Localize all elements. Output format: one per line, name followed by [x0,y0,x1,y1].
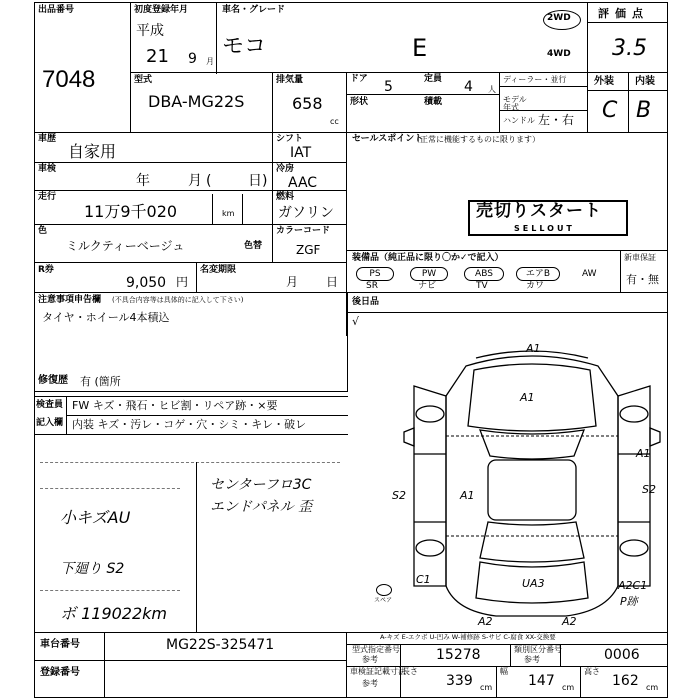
4wd-label: 4WD [547,49,571,59]
mileage-value: 11万9千020 [84,202,178,221]
mark-a1-front: A1 [526,342,541,355]
sales-point-label: セールスポイント [352,134,424,144]
chassis-value: MG22S-325471 [166,637,275,653]
mark-ua3: UA3 [522,577,545,590]
model-year-label: モデル年式 [503,95,527,112]
shift-label: シフト [276,134,304,144]
mark-a1-right: A1 [636,447,651,460]
recycle-value: 9,050 [126,275,167,291]
dims-label: 車検証記載寸法 [350,667,406,676]
recycle-label: R券 [38,265,54,275]
mark-p-trace: P跡 [620,595,638,608]
equip-navi: ナビ [418,281,437,291]
car-name-label: 車名・グレード [222,5,286,15]
equip-aw: AW [582,269,597,279]
lot-number: 7048 [42,66,96,93]
deadline-day: 日 [326,275,339,289]
car-grade: E [412,34,428,62]
history-label: 車歴 [38,134,57,144]
handwritten-note-1: センターフロ3C [210,477,312,493]
inspector-label-1: 検査員 [36,400,64,410]
aircon-value: AAC [288,175,318,191]
length-unit: cm [480,683,493,692]
handle-label: ハンドル [503,116,535,125]
dims-sub: 参考 [362,679,378,688]
mileage-unit: km [222,209,235,218]
length-value: 339 [446,673,473,689]
color-value: ミルクティーベージュ [66,239,185,253]
mark-a2-right: A2 [562,615,577,628]
mark-a1-hood: A1 [520,391,535,404]
displacement-label: 排気量 [276,75,304,85]
width-value: 147 [528,673,555,689]
mark-s2-left: S2 [392,489,406,502]
mark-a2-left: A2 [478,615,493,628]
category-sub: 参考 [524,655,540,664]
mark-a2c1: A2C1 [618,579,648,592]
options-check: √ [352,315,360,328]
first-reg-year: 21 [146,46,169,67]
inspection-open: ( [206,173,212,189]
car-name: モコ [222,34,267,59]
equip-pw: PW [410,267,448,281]
recycle-unit: 円 [176,275,189,289]
spare-tire [376,584,392,596]
aircon-label: 冷房 [276,164,295,174]
score-label: 評価点 [598,7,649,20]
equip-tv: TV [476,281,488,291]
shift-value: IAT [290,145,312,161]
height-unit: cm [646,683,659,692]
repair-value: 有 (箇所 [80,375,121,388]
width-unit: cm [562,683,575,692]
equip-airbag: エアB [516,267,560,281]
mark-s2-right: S2 [642,483,656,496]
type-cert-value: 15278 [436,647,481,663]
lot-label: 出品番号 [38,5,75,15]
capacity-value: 4 [464,79,473,95]
history-value: 自家用 [68,142,117,161]
equip-sr: SR [366,281,378,291]
shape-label: 形状 [350,97,369,107]
inspection-month: 月 [188,173,202,189]
doors-value: 5 [384,79,393,95]
mark-a1-roof: A1 [460,489,475,502]
options-label: 後日品 [352,297,380,307]
equip-leather: カワ [526,281,545,291]
reg-no-label: 登録番号 [40,667,80,678]
inspection-label: 車検 [38,164,57,174]
length-label: 長さ [402,667,418,676]
height-value: 162 [612,673,639,689]
model-label: 型式 [134,75,153,85]
notes-sub: (不具合内容等は具体的に記入して下さい) [112,296,244,304]
2wd-label: 2WD [547,13,571,23]
handle-value: 左・右 [538,113,575,127]
repaint-label: 色替 [244,241,263,251]
inspector-label-2: 記入欄 [36,418,64,428]
chassis-label: 車台番号 [40,639,80,650]
handwritten-note-4: 下廻り S2 [60,561,125,577]
category-value: 0006 [604,647,640,663]
score-value: 3.5 [612,36,647,61]
deadline-month: 月 [286,275,299,289]
height-label: 高さ [584,667,600,676]
sellout-stamp-text: 売切りスタート [476,201,602,221]
inspector-row-1: FW キズ・飛石・ヒビ割・リペア跡・×要 [72,399,278,412]
color-code: ZGF [296,243,321,257]
color-label: 色 [38,226,48,236]
fuel-label: 燃料 [276,192,295,202]
notes-text: タイヤ・ホイール4本積込 [42,311,170,324]
sales-point-note: （正常に機能するものに限ります） [412,135,540,144]
inspection-year: 年 [136,173,150,189]
width-label: 幅 [500,667,508,676]
equip-ps: PS [356,267,394,281]
equipment-label: 装備品（純正品に限り〇か✓で記入） [352,253,504,263]
equip-abs: ABS [464,267,504,281]
int-label: 内装 [635,76,655,87]
mileage-label: 走行 [38,192,57,202]
warranty-label: 新車保証 [624,253,656,262]
warranty-value: 有・無 [626,273,659,286]
inspector-row-2: 内装 キズ・汚レ・コゲ・穴・シミ・キレ・破レ [72,418,307,431]
sellout-stamp-sub: SELLOUT [514,224,575,233]
color-code-label: カラーコード [276,226,331,236]
category-label: 類別区分番号 [514,645,562,654]
first-reg-month-unit: 月 [206,57,214,66]
ext-score: C [602,98,618,123]
handwritten-note-2: エンドパネル 歪 [210,499,313,515]
mark-c1: C1 [416,573,431,586]
first-reg-label: 初度登録年月 [134,5,189,15]
displacement-unit: cc [330,117,339,126]
ext-label: 外装 [594,76,614,87]
first-reg-month: 9 [188,51,197,67]
type-cert-label: 型式指定番号 [352,645,400,654]
notes-label: 注意事項申告欄 [38,295,102,305]
load-label: 積載 [424,97,443,107]
dealer-label: ディーラー・並行 [503,75,567,84]
int-score: B [636,98,652,123]
model-value: DBA-MG22S [148,92,245,111]
spare-label: スペア [374,597,393,604]
deadline-label: 名変期限 [200,265,237,275]
displacement-value: 658 [292,94,323,113]
handwritten-note-3: 小キズAU [60,508,131,527]
handwritten-note-5: ボ 119022km [60,604,168,623]
doors-label: ドア [350,74,368,84]
type-cert-sub: 参考 [362,655,378,664]
fuel-value: ガソリン [278,205,334,221]
inspection-day: 日) [248,173,268,189]
capacity-label: 定員 [424,74,443,84]
repair-label: 修復歴 [38,375,68,386]
capacity-unit: 人 [488,85,496,94]
damage-legend: A-キズ E-エクボ U-凹み W-補修跡 S-サビ C-腐食 XX-交換要 [380,633,556,641]
first-reg-era: 平成 [136,23,164,39]
